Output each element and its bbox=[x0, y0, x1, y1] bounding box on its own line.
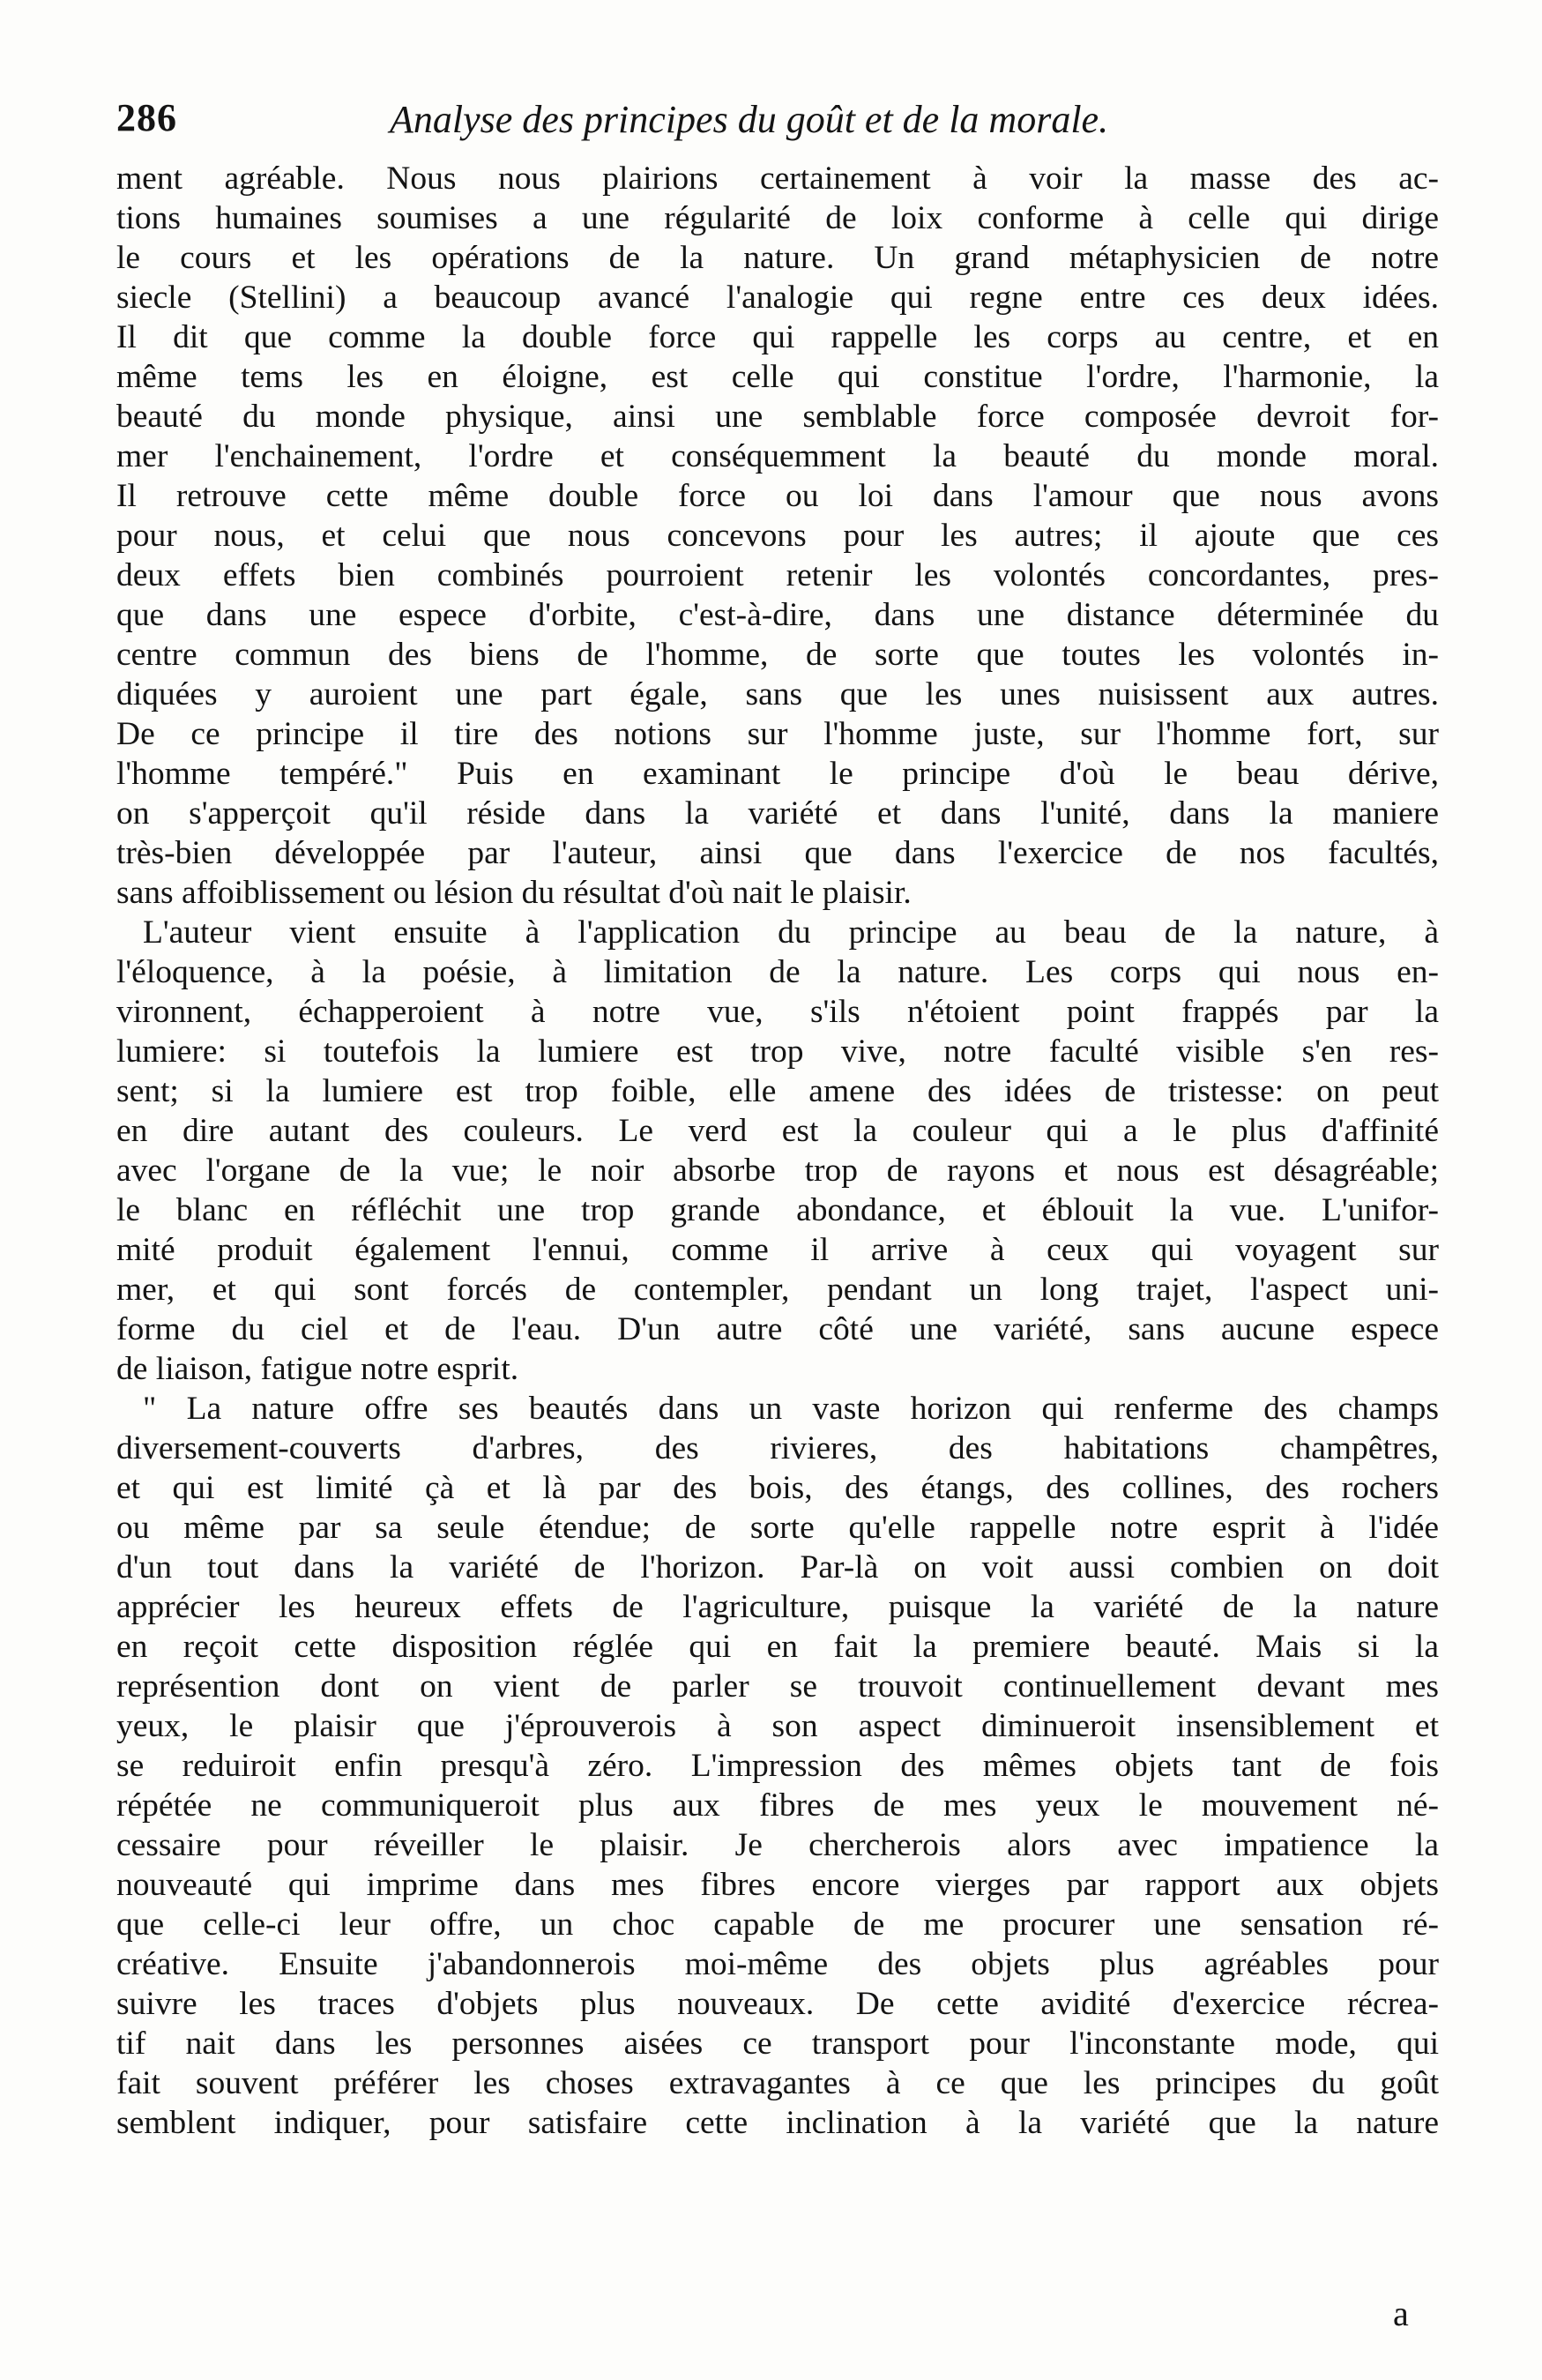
text-line: De ce principe il tire des notions sur l'homme juste, sur l'homme fort, sur bbox=[116, 716, 1439, 752]
text-line: yeux, le plaisir que j'éprouverois à son aspect diminueroit insensiblement et bbox=[116, 1708, 1439, 1744]
text-line: " La nature offre ses beautés dans un vaste horizon qui renferme des champs bbox=[143, 1391, 1439, 1427]
text-line: en dire autant des couleurs. Le verd est la couleur qui a le plus d'affinité bbox=[116, 1113, 1439, 1149]
page-number: 286 bbox=[116, 96, 177, 139]
text-line: beauté du monde physique, ainsi une semblable force composée devroit for- bbox=[116, 399, 1439, 435]
text-line: mer, et qui sont forcés de contempler, pendant un long trajet, l'aspect uni- bbox=[116, 1272, 1439, 1308]
text-line: diquées y auroient une part égale, sans que les unes nuisissent aux autres. bbox=[116, 676, 1439, 713]
text-line: fait souvent préférer les choses extravagantes à ce que les principes du goût bbox=[116, 2065, 1439, 2101]
page-header bbox=[116, 95, 1439, 157]
text-line: pour nous, et celui que nous concevons pour les autres; il ajoute que ces bbox=[116, 518, 1439, 554]
text-line: vironnent, échapperoient à notre vue, s'ils n'étoient point frappés par la bbox=[116, 994, 1439, 1030]
text-line: cessaire pour réveiller le plaisir. Je chercherois alors avec impatience la bbox=[116, 1827, 1439, 1863]
body-text bbox=[116, 159, 1439, 2143]
text-line: tions humaines soumises a une régularité de loix conforme à celle qui dirige bbox=[116, 200, 1439, 236]
text-line: suivre les traces d'objets plus nouveaux. De cette avidité d'exercice récrea- bbox=[116, 1986, 1439, 2022]
text-line: tif nait dans les personnes aisées ce transport pour l'inconstante mode, qui bbox=[116, 2026, 1439, 2062]
text-line: l'homme tempéré." Puis en examinant le principe d'où le beau dérive, bbox=[116, 756, 1439, 792]
catchword: a bbox=[1393, 2294, 1409, 2333]
text-line: d'un tout dans la variété de l'horizon. Par-là on voit aussi combien on doit bbox=[116, 1549, 1439, 1585]
text-line: et qui est limité çà et là par des bois, des étangs, des collines, des rochers bbox=[116, 1470, 1439, 1506]
text-line: nouveauté qui imprime dans mes fibres encore vierges par rapport aux objets bbox=[116, 1867, 1439, 1903]
text-line: L'auteur vient ensuite à l'application du principe au beau de la nature, à bbox=[143, 914, 1439, 951]
text-line: avec l'organe de la vue; le noir absorbe trop de rayons et nous est désagréable; bbox=[116, 1153, 1439, 1189]
text-line: centre commun des biens de l'homme, de sorte que toutes les volontés in- bbox=[116, 637, 1439, 673]
text-line: semblent indiquer, pour satisfaire cette inclination à la variété que la nature bbox=[116, 2105, 1439, 2141]
text-line: sent; si la lumiere est trop foible, elle amene des idées de tristesse: on peut bbox=[116, 1073, 1439, 1109]
running-title: Analyse des principes du goût et de la morale. bbox=[390, 98, 1109, 141]
text-line: le cours et les opérations de la nature. Un grand métaphysicien de notre bbox=[116, 240, 1439, 276]
text-line: de liaison, fatigue notre esprit. bbox=[116, 1351, 519, 1387]
text-line: même tems les en éloigne, est celle qui constitue l'ordre, l'harmonie, la bbox=[116, 359, 1439, 395]
text-line: que celle-ci leur offre, un choc capable de me procurer une sensation ré- bbox=[116, 1906, 1439, 1943]
text-line: très-bien développée par l'auteur, ainsi que dans l'exercice de nos facultés, bbox=[116, 835, 1439, 871]
text-line: Il dit que comme la double force qui rappelle les corps au centre, et en bbox=[116, 319, 1439, 355]
text-line: Il retrouve cette même double force ou loi dans l'amour que nous avons bbox=[116, 478, 1439, 514]
text-line: que dans une espece d'orbite, c'est-à-dire, dans une distance déterminée du bbox=[116, 597, 1439, 633]
text-line: forme du ciel et de l'eau. D'un autre côté une variété, sans aucune espece bbox=[116, 1311, 1439, 1347]
text-line: ment agréable. Nous nous plairions certainement à voir la masse des ac- bbox=[116, 160, 1439, 197]
text-line: représention dont on vient de parler se trouvoit continuellement devant mes bbox=[116, 1668, 1439, 1705]
text-line: répétée ne communiqueroit plus aux fibres de mes yeux le mouvement né- bbox=[116, 1787, 1439, 1824]
text-line: deux effets bien combinés pourroient retenir les volontés concordantes, pres- bbox=[116, 557, 1439, 593]
text-line: apprécier les heureux effets de l'agriculture, puisque la variété de la nature bbox=[116, 1589, 1439, 1625]
text-line: le blanc en réfléchit une trop grande abondance, et éblouit la vue. L'unifor- bbox=[116, 1192, 1439, 1228]
text-line: l'éloquence, à la poésie, à limitation de la nature. Les corps qui nous en- bbox=[116, 954, 1439, 990]
text-line: mer l'enchainement, l'ordre et conséquemment la beauté du monde moral. bbox=[116, 438, 1439, 474]
text-line: on s'apperçoit qu'il réside dans la variété et dans l'unité, dans la maniere bbox=[116, 795, 1439, 832]
text-line: siecle (Stellini) a beaucoup avancé l'analogie qui regne entre ces deux idées. bbox=[116, 280, 1439, 316]
text-line: sans affoiblissement ou lésion du résultat d'où nait le plaisir. bbox=[116, 875, 912, 911]
text-line: ou même par sa seule étendue; de sorte qu'elle rappelle notre esprit à l'idée bbox=[116, 1510, 1439, 1546]
text-line: mité produit également l'ennui, comme il arrive à ceux qui voyagent sur bbox=[116, 1232, 1439, 1268]
text-line: lumiere: si toutefois la lumiere est trop vive, notre faculté visible s'en res- bbox=[116, 1033, 1439, 1070]
text-line: en reçoit cette disposition réglée qui en fait la premiere beauté. Mais si la bbox=[116, 1629, 1439, 1665]
text-line: diversement-couverts d'arbres, des rivieres, des habitations champêtres, bbox=[116, 1430, 1439, 1466]
text-line: se reduiroit enfin presqu'à zéro. L'impression des mêmes objets tant de fois bbox=[116, 1748, 1439, 1784]
text-line: créative. Ensuite j'abandonnerois moi-même des objets plus agréables pour bbox=[116, 1946, 1439, 1982]
